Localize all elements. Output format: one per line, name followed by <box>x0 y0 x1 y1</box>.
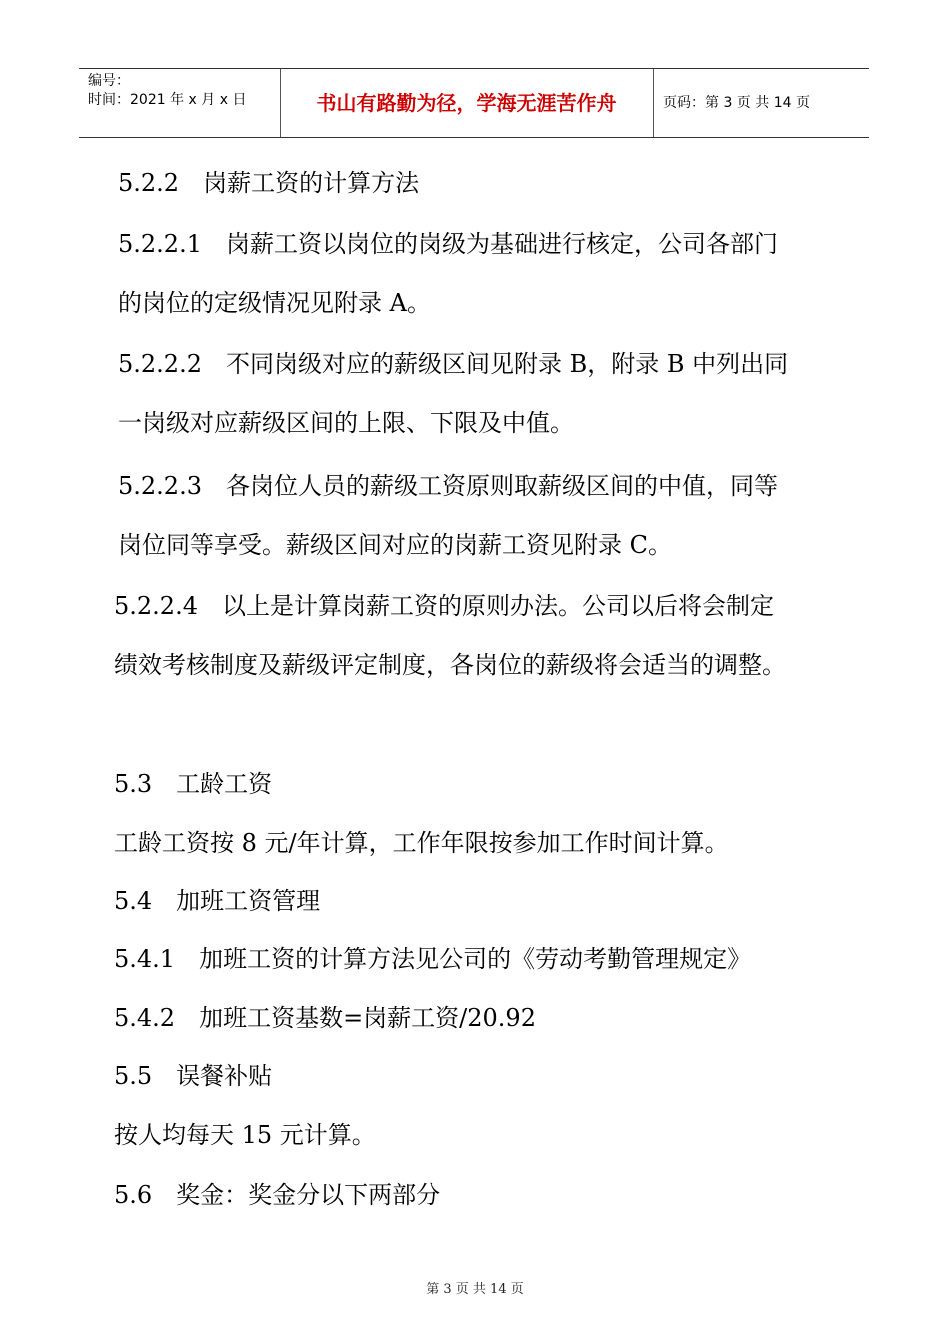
paragraph-5-2-2-2-cont: 一岗级对应薪级区间的上限、下限及中值。 <box>118 409 574 437</box>
paragraph-5-2-2-3: 5.2.2.3 各岗位人员的薪级工资原则取薪级区间的中值，同等 <box>118 472 778 500</box>
paragraph-5-2-2-4: 5.2.2.4 以上是计算岗薪工资的原则办法。公司以后将会制定 <box>114 592 774 620</box>
header-meta-cell <box>79 69 281 137</box>
header-page-number: 页码：第 3 页 共 14 页 <box>663 95 810 111</box>
heading-5-2-2: 5.2.2 岗薪工资的计算方法 <box>118 169 420 197</box>
header-slogan: 书山有路勤为径，学海无涯苦作舟 <box>280 69 654 137</box>
page-footer: 第 3 页 共 14 页 <box>426 1282 524 1297</box>
paragraph-5-2-2-1: 5.2.2.1 岗薪工资以岗位的岗级为基础进行核定，公司各部门 <box>118 230 778 258</box>
document-date: 时间：2021 年 x 月 x 日 <box>88 92 247 108</box>
paragraph-5-4-2: 5.4.2 加班工资基数=岗薪工资/20.92 <box>114 1004 536 1032</box>
paragraph-5-3: 工龄工资按 8 元/年计算，工作年限按参加工作时间计算。 <box>114 829 729 857</box>
paragraph-5-2-2-1-cont: 的岗位的定级情况见附录 A。 <box>118 289 431 317</box>
paragraph-5-5: 按人均每天 15 元计算。 <box>114 1121 376 1149</box>
heading-5-4: 5.4 加班工资管理 <box>114 887 321 915</box>
heading-5-6: 5.6 奖金：奖金分以下两部分 <box>114 1181 441 1209</box>
paragraph-5-2-2-2: 5.2.2.2 不同岗级对应的薪级区间见附录 B，附录 B 中列出同 <box>118 350 789 378</box>
document-code: 编号： <box>88 73 130 89</box>
paragraph-5-2-2-4-cont: 绩效考核制度及薪级评定制度，各岗位的薪级将会适当的调整。 <box>114 651 786 679</box>
paragraph-5-4-1: 5.4.1 加班工资的计算方法见公司的《劳动考勤管理规定》 <box>114 945 752 973</box>
heading-5-3: 5.3 工龄工资 <box>114 770 273 798</box>
heading-5-5: 5.5 误餐补贴 <box>114 1062 273 1090</box>
paragraph-5-2-2-3-cont: 岗位同等享受。薪级区间对应的岗薪工资见附录 C。 <box>118 531 672 559</box>
document-header <box>79 68 869 138</box>
